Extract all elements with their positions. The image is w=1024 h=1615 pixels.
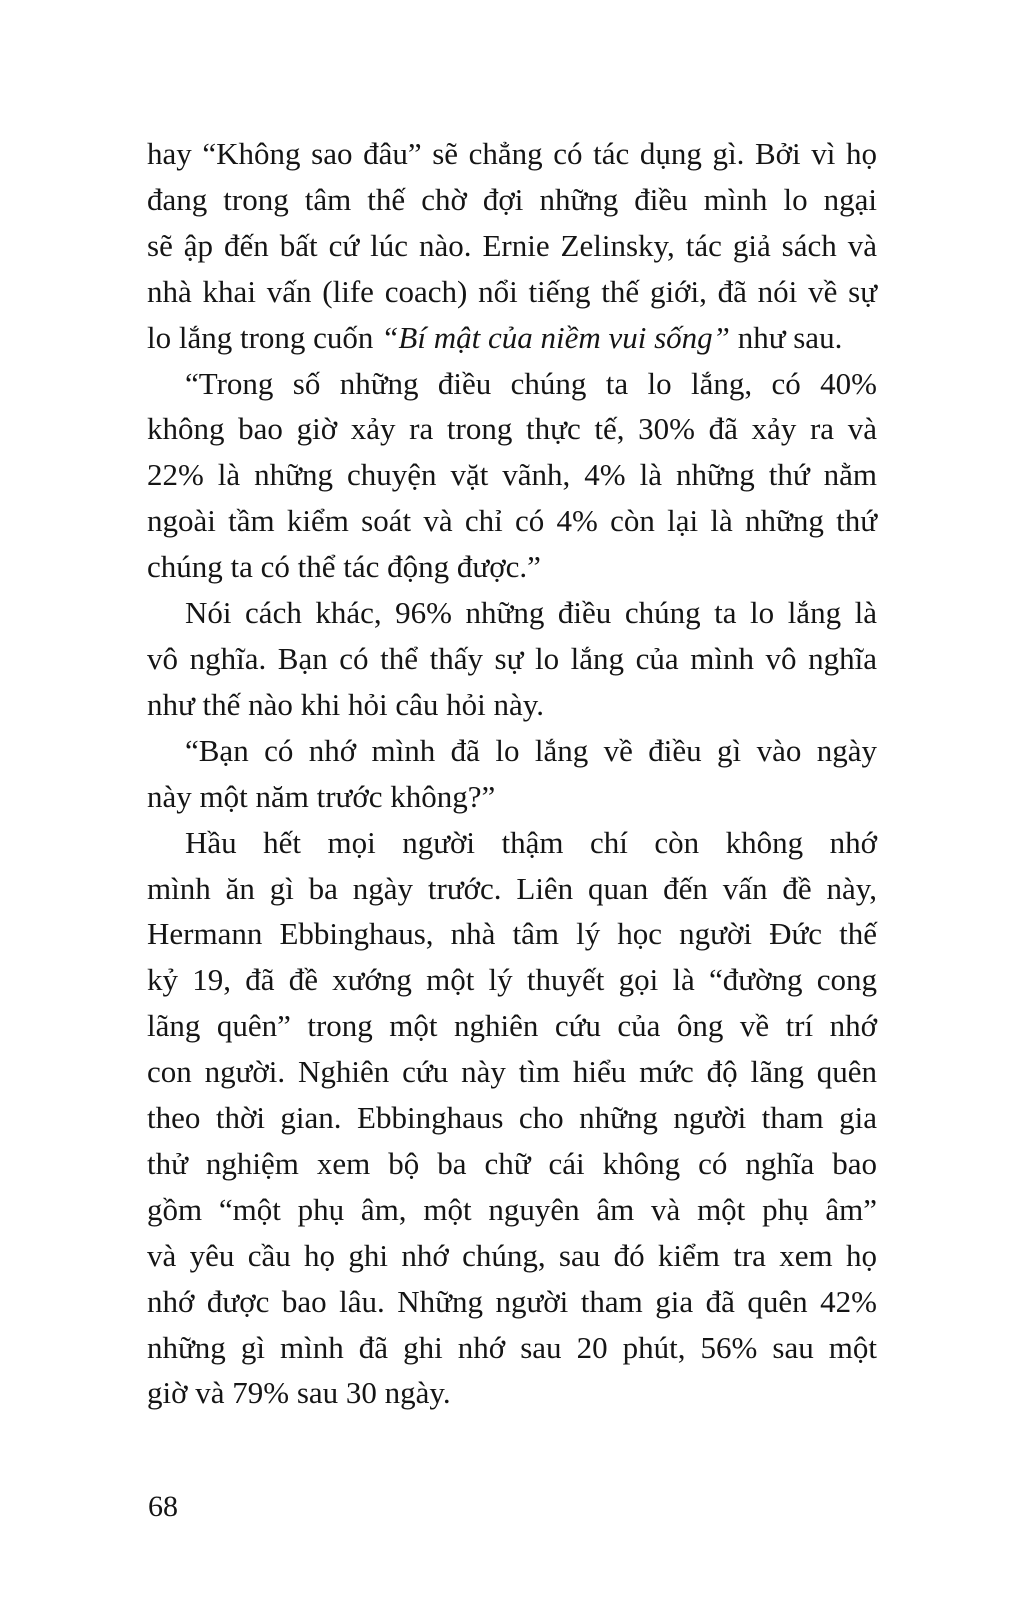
text-run: như thế nào khi hỏi câu hỏi này. xyxy=(147,686,545,722)
text-line-content xyxy=(147,779,495,814)
text-run: con người. Nghiên cứu này tìm hiểu mức độ lãng quên xyxy=(147,1054,877,1090)
text-line xyxy=(147,315,877,361)
text-line xyxy=(147,1141,877,1187)
text-line-content xyxy=(185,733,877,768)
text-run: Nói cách khác, 96% những điều chúng ta lo lắng là xyxy=(185,595,877,631)
text-run: lãng quên” trong một nghiên cứu của ông về trí nhớ xyxy=(147,1008,877,1044)
text-line xyxy=(147,1233,877,1279)
text-line xyxy=(147,361,877,407)
text-line xyxy=(147,406,877,452)
text-line-content xyxy=(147,1008,877,1043)
paragraph xyxy=(147,361,877,591)
text-run: giờ và 79% sau 30 ngày. xyxy=(147,1375,451,1411)
text-line xyxy=(147,728,877,774)
text-line-content xyxy=(147,687,544,722)
text-line-content xyxy=(147,641,877,676)
page-number: 68 xyxy=(148,1490,178,1523)
text-line xyxy=(147,957,877,1003)
text-run: lo lắng trong cuốn xyxy=(147,319,382,355)
text-line-content xyxy=(147,1238,877,1273)
paragraph xyxy=(147,728,877,820)
text-line xyxy=(147,1003,877,1049)
text-line-content xyxy=(147,1100,877,1135)
text-line xyxy=(147,1370,877,1416)
text-line-content xyxy=(147,916,877,951)
paragraph xyxy=(147,820,877,1417)
text-line-content xyxy=(185,595,877,630)
text-run: vô nghĩa. Bạn có thể thấy sự lo lắng của mình vô nghĩa xyxy=(147,640,877,676)
text-run: này một năm trước không?” xyxy=(147,778,496,814)
text-run: “Bạn có nhớ mình đã lo lắng về điều gì vào ngày xyxy=(185,732,877,768)
text-run: và yêu cầu họ ghi nhớ chúng, sau đó kiểm tra xem họ xyxy=(147,1237,877,1273)
text-run: 22% là những chuyện vặt vãnh, 4% là những thứ nằm xyxy=(147,457,877,493)
text-line-content xyxy=(147,1330,877,1365)
text-line-content xyxy=(147,457,877,492)
text-line xyxy=(147,774,877,820)
page-body xyxy=(147,131,877,1416)
text-line-content xyxy=(185,366,877,401)
text-run: sẽ ập đến bất cứ lúc nào. Ernie Zelinsky, tác giả sách và xyxy=(147,227,877,263)
text-line-content xyxy=(147,549,541,584)
text-line xyxy=(147,1187,877,1233)
text-line xyxy=(147,1049,877,1095)
text-line xyxy=(147,498,877,544)
text-line-content xyxy=(147,182,877,217)
book-title-italic: “Bí mật của niềm vui sống” xyxy=(381,319,730,355)
text-run: nhà khai vấn (life coach) nổi tiếng thế giới, đã nói về sự xyxy=(147,273,877,309)
text-line xyxy=(147,131,877,177)
text-line xyxy=(147,682,877,728)
text-line-content xyxy=(147,136,877,171)
text-line xyxy=(147,1279,877,1325)
text-run: những gì mình đã ghi nhớ sau 20 phút, 56% sau một xyxy=(147,1329,877,1365)
text-run: kỷ 19, đã đề xướng một lý thuyết gọi là “đường cong xyxy=(147,962,877,998)
text-run: Hầu hết mọi người thậm chí còn không nhớ xyxy=(185,824,877,860)
text-run: mình ăn gì ba ngày trước. Liên quan đến vấn đề này, xyxy=(147,870,877,906)
text-line-content xyxy=(147,503,877,538)
text-line xyxy=(147,452,877,498)
text-line xyxy=(147,544,877,590)
text-run: “Trong số những điều chúng ta lo lắng, có 40% xyxy=(185,365,877,401)
text-run: hay “Không sao đâu” sẽ chẳng có tác dụng gì. Bởi vì họ xyxy=(147,136,877,171)
text-line xyxy=(147,1095,877,1141)
text-line-content xyxy=(147,228,877,263)
text-line xyxy=(147,911,877,957)
text-line-content xyxy=(147,962,877,997)
text-line-content xyxy=(147,1054,877,1089)
text-run: như sau. xyxy=(729,319,843,355)
text-run: thử nghiệm xem bộ ba chữ cái không có nghĩa bao xyxy=(147,1145,877,1181)
text-run: chúng ta có thể tác động được.” xyxy=(147,549,541,585)
text-line-content xyxy=(147,274,877,309)
text-line xyxy=(147,590,877,636)
text-run: Hermann Ebbinghaus, nhà tâm lý học người Đức thế xyxy=(147,916,877,952)
text-run: nhớ được bao lâu. Những người tham gia đã quên 42% xyxy=(147,1283,877,1319)
paragraph xyxy=(147,131,877,361)
text-line-content xyxy=(147,1192,877,1227)
text-line xyxy=(147,1325,877,1371)
text-line-content xyxy=(147,411,877,446)
text-line xyxy=(147,223,877,269)
text-run: gồm “một phụ âm, một nguyên âm và một phụ âm” xyxy=(147,1191,877,1227)
text-line xyxy=(147,866,877,912)
text-line-content xyxy=(147,320,842,355)
text-line xyxy=(147,636,877,682)
text-line-content xyxy=(147,1146,877,1181)
text-line xyxy=(147,177,877,223)
text-line-content xyxy=(185,825,877,860)
text-line xyxy=(147,269,877,315)
text-line-content xyxy=(147,1284,877,1319)
text-run: theo thời gian. Ebbinghaus cho những người tham gia xyxy=(147,1100,877,1136)
text-run: ngoài tầm kiểm soát và chỉ có 4% còn lại là những thứ xyxy=(147,503,877,539)
text-run: không bao giờ xảy ra trong thực tế, 30% đã xảy ra và xyxy=(147,411,877,447)
text-line xyxy=(147,820,877,866)
text-line-content xyxy=(147,871,877,906)
paragraph xyxy=(147,590,877,728)
text-line-content xyxy=(147,1375,451,1410)
text-run: đang trong tâm thế chờ đợi những điều mình lo ngại xyxy=(147,181,877,217)
